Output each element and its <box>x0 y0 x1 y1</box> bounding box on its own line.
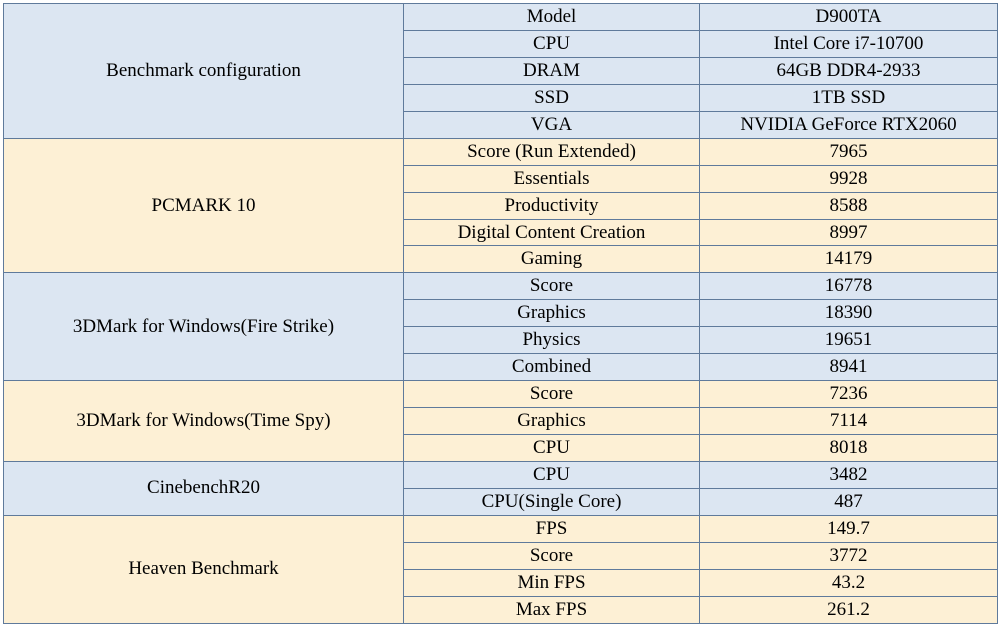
metric-label: SSD <box>404 84 700 111</box>
metric-label: Digital Content Creation <box>404 219 700 246</box>
metric-label: Graphics <box>404 408 700 435</box>
metric-label: Score (Run Extended) <box>404 138 700 165</box>
benchmark-group-label: PCMARK 10 <box>4 138 404 273</box>
metric-value: 8588 <box>700 192 998 219</box>
metric-value: 3482 <box>700 461 998 488</box>
metric-label: Combined <box>404 354 700 381</box>
metric-value: 14179 <box>700 246 998 273</box>
metric-label: Max FPS <box>404 596 700 623</box>
table-row <box>4 515 998 542</box>
benchmark-group-label: Heaven Benchmark <box>4 515 404 623</box>
metric-label: Graphics <box>404 300 700 327</box>
metric-value: 7114 <box>700 408 998 435</box>
metric-value: 8941 <box>700 354 998 381</box>
metric-label: Model <box>404 4 700 31</box>
metric-label: Productivity <box>404 192 700 219</box>
metric-label: VGA <box>404 111 700 138</box>
benchmark-results-table <box>3 3 998 624</box>
metric-value: 9928 <box>700 165 998 192</box>
metric-value: 18390 <box>700 300 998 327</box>
metric-label: CPU <box>404 435 700 462</box>
metric-value: NVIDIA GeForce RTX2060 <box>700 111 998 138</box>
metric-label: Score <box>404 273 700 300</box>
table-row <box>4 138 998 165</box>
metric-label: Score <box>404 542 700 569</box>
metric-value: 3772 <box>700 542 998 569</box>
benchmark-group-label: CinebenchR20 <box>4 461 404 515</box>
metric-value: D900TA <box>700 4 998 31</box>
table-row <box>4 381 998 408</box>
metric-value: 64GB DDR4-2933 <box>700 57 998 84</box>
metric-label: CPU <box>404 461 700 488</box>
benchmark-group-label: 3DMark for Windows(Fire Strike) <box>4 273 404 381</box>
metric-label: Physics <box>404 327 700 354</box>
metric-value: 7236 <box>700 381 998 408</box>
metric-label: Score <box>404 381 700 408</box>
metric-value: 19651 <box>700 327 998 354</box>
benchmark-table-body <box>4 4 998 624</box>
metric-label: CPU <box>404 30 700 57</box>
benchmark-table-container <box>0 3 1000 627</box>
benchmark-group-label: Benchmark configuration <box>4 4 404 139</box>
metric-label: Essentials <box>404 165 700 192</box>
metric-value: 7965 <box>700 138 998 165</box>
metric-value: 8997 <box>700 219 998 246</box>
metric-label: Gaming <box>404 246 700 273</box>
metric-value: Intel Core i7-10700 <box>700 30 998 57</box>
metric-label: CPU(Single Core) <box>404 488 700 515</box>
metric-value: 261.2 <box>700 596 998 623</box>
table-row <box>4 461 998 488</box>
table-row <box>4 273 998 300</box>
metric-value: 149.7 <box>700 515 998 542</box>
table-row <box>4 4 998 31</box>
metric-value: 1TB SSD <box>700 84 998 111</box>
metric-label: Min FPS <box>404 569 700 596</box>
metric-label: FPS <box>404 515 700 542</box>
metric-value: 43.2 <box>700 569 998 596</box>
metric-value: 487 <box>700 488 998 515</box>
metric-value: 8018 <box>700 435 998 462</box>
metric-label: DRAM <box>404 57 700 84</box>
benchmark-group-label: 3DMark for Windows(Time Spy) <box>4 381 404 462</box>
metric-value: 16778 <box>700 273 998 300</box>
